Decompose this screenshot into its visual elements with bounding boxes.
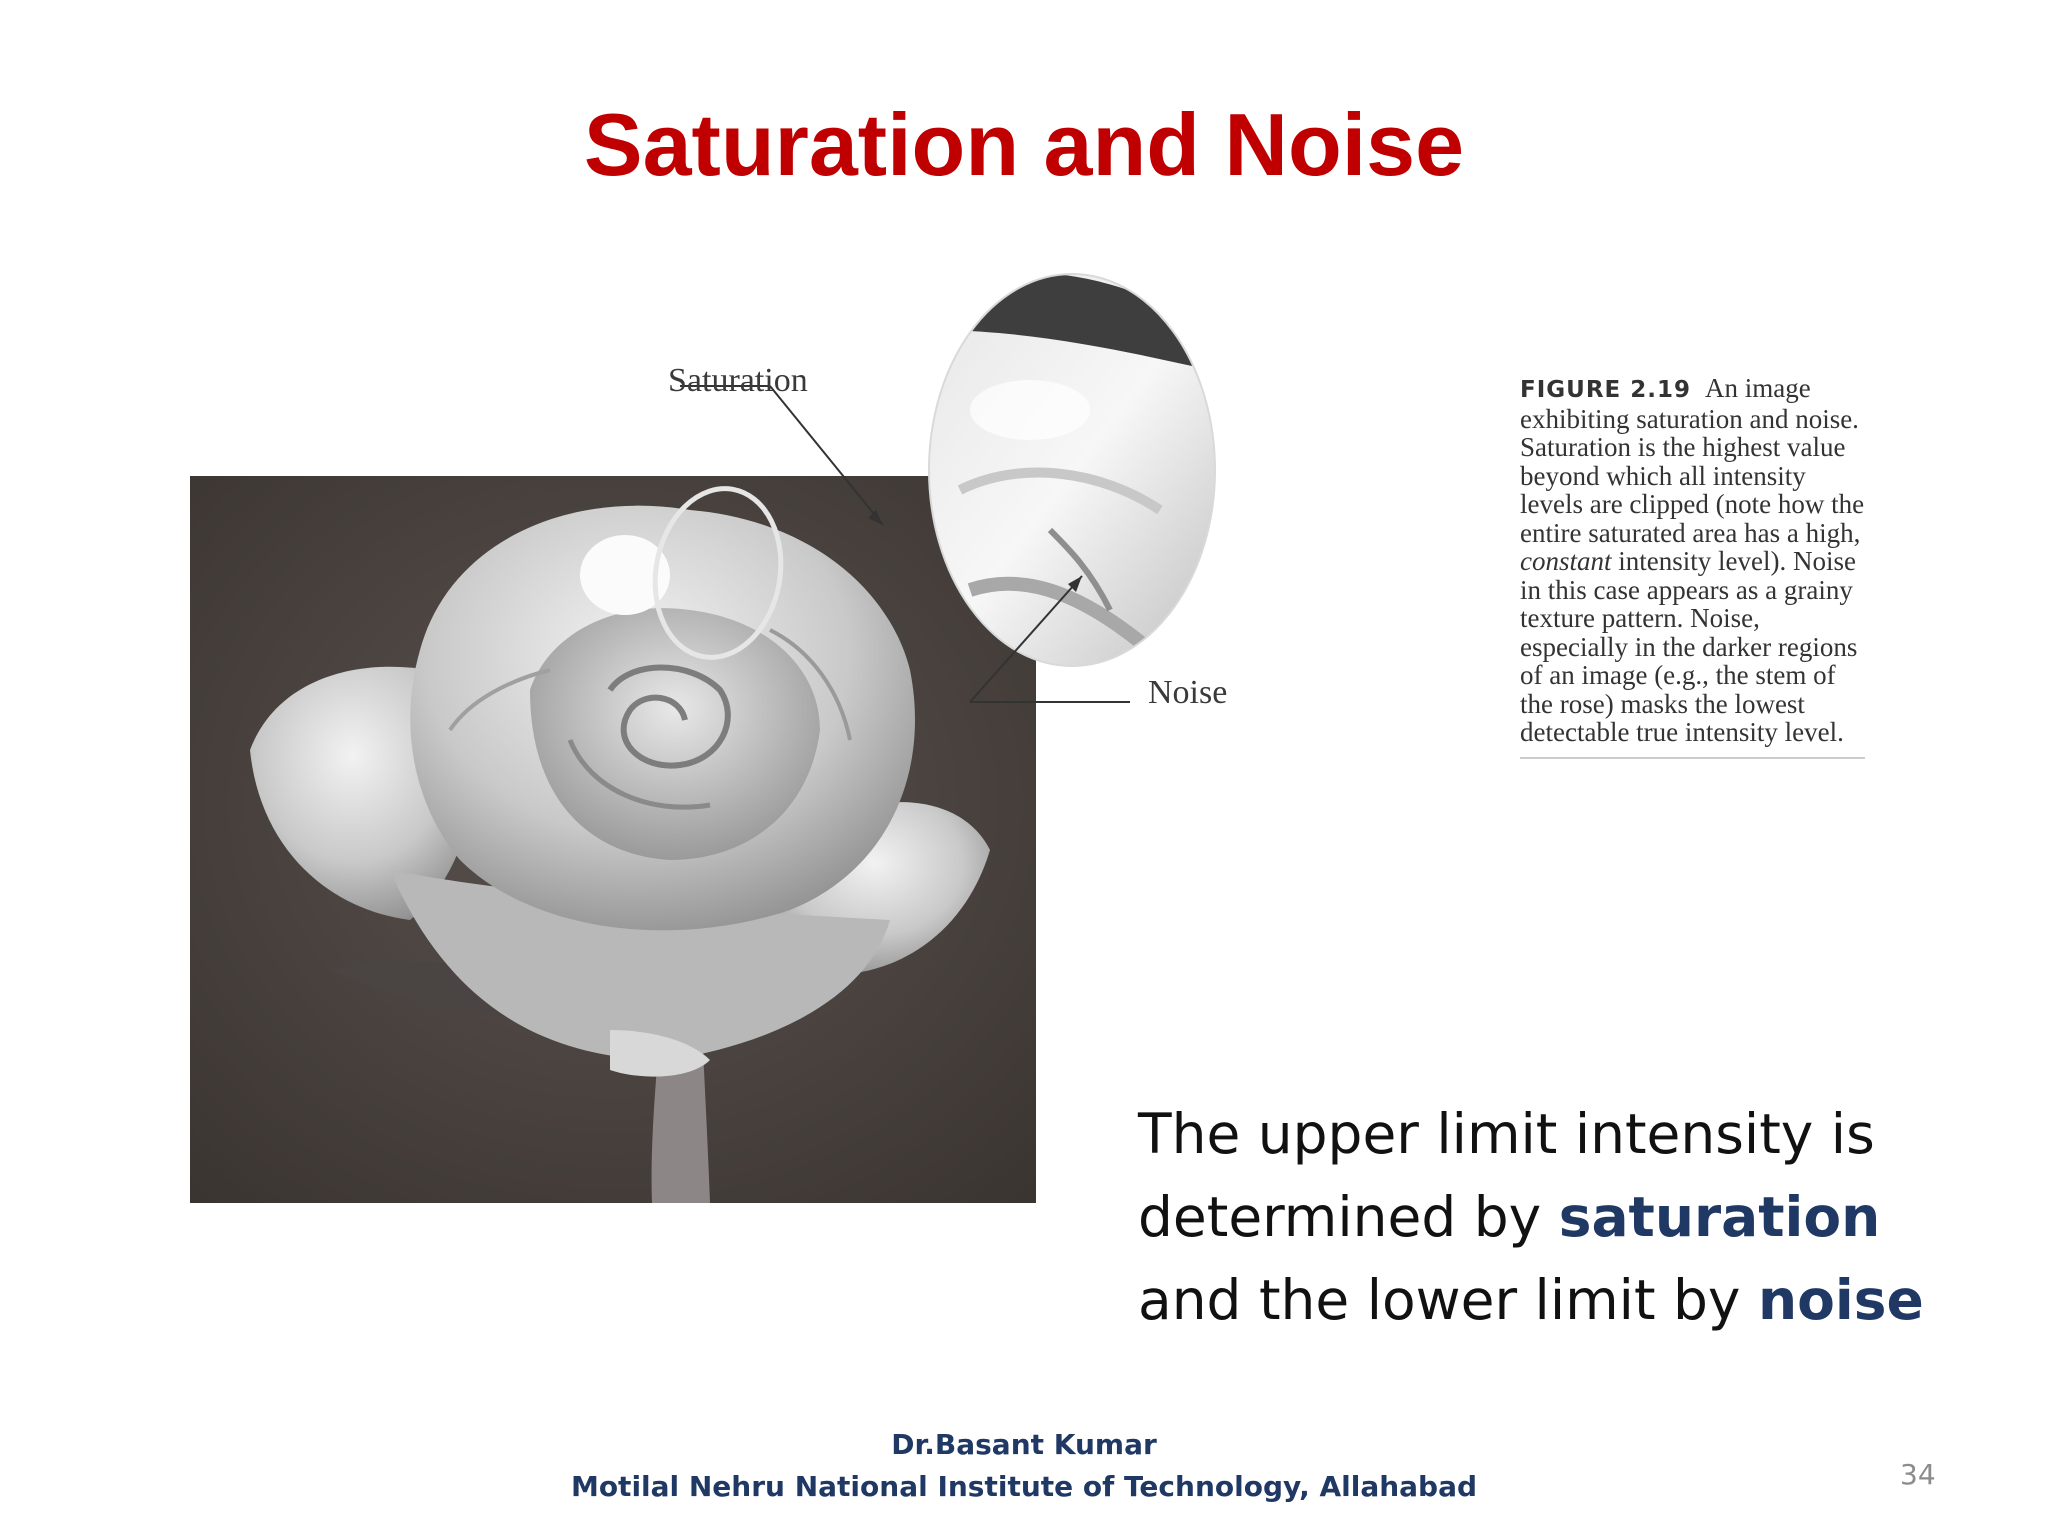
- saturation-label: Saturation: [668, 362, 808, 399]
- caption-emphasis: constant: [1520, 546, 1612, 576]
- slide-footer: [0, 1424, 2048, 1508]
- figure-number: FIGURE 2.19: [1520, 377, 1692, 403]
- summary-text: [1138, 1093, 1998, 1342]
- summary-part1: The upper limit intensity is determined by: [1138, 1102, 1875, 1249]
- noise-label: Noise: [1148, 674, 1228, 711]
- figure-2-19: [170, 270, 1370, 1210]
- page-number: 34: [1900, 1458, 1936, 1491]
- summary-part2: and the lower limit by: [1138, 1268, 1741, 1332]
- slide-title: Saturation and Noise: [583, 95, 1465, 194]
- footer-institute: Motilal Nehru National Institute of Technology, Allahabad: [570, 1470, 1478, 1503]
- summary-term-saturation: saturation: [1558, 1185, 1881, 1249]
- figure-caption: [1520, 374, 1865, 759]
- caption-text-before: An image exhibiting saturation and noise. Saturation is the highest value beyond which all intensity levels are clipped (note how the entire saturated area has a high,: [1520, 373, 1865, 548]
- summary-term-noise: noise: [1757, 1268, 1924, 1332]
- caption-text-after: intensity level). Noise in this case appears as a grainy texture pattern. Noise, especially in the darker regions of an image (e.g., the stem of the rose) masks the lowest detectable true intensity level.: [1520, 546, 1858, 747]
- rose-photo: [170, 270, 1370, 1210]
- footer-author: Dr.Basant Kumar: [891, 1428, 1157, 1461]
